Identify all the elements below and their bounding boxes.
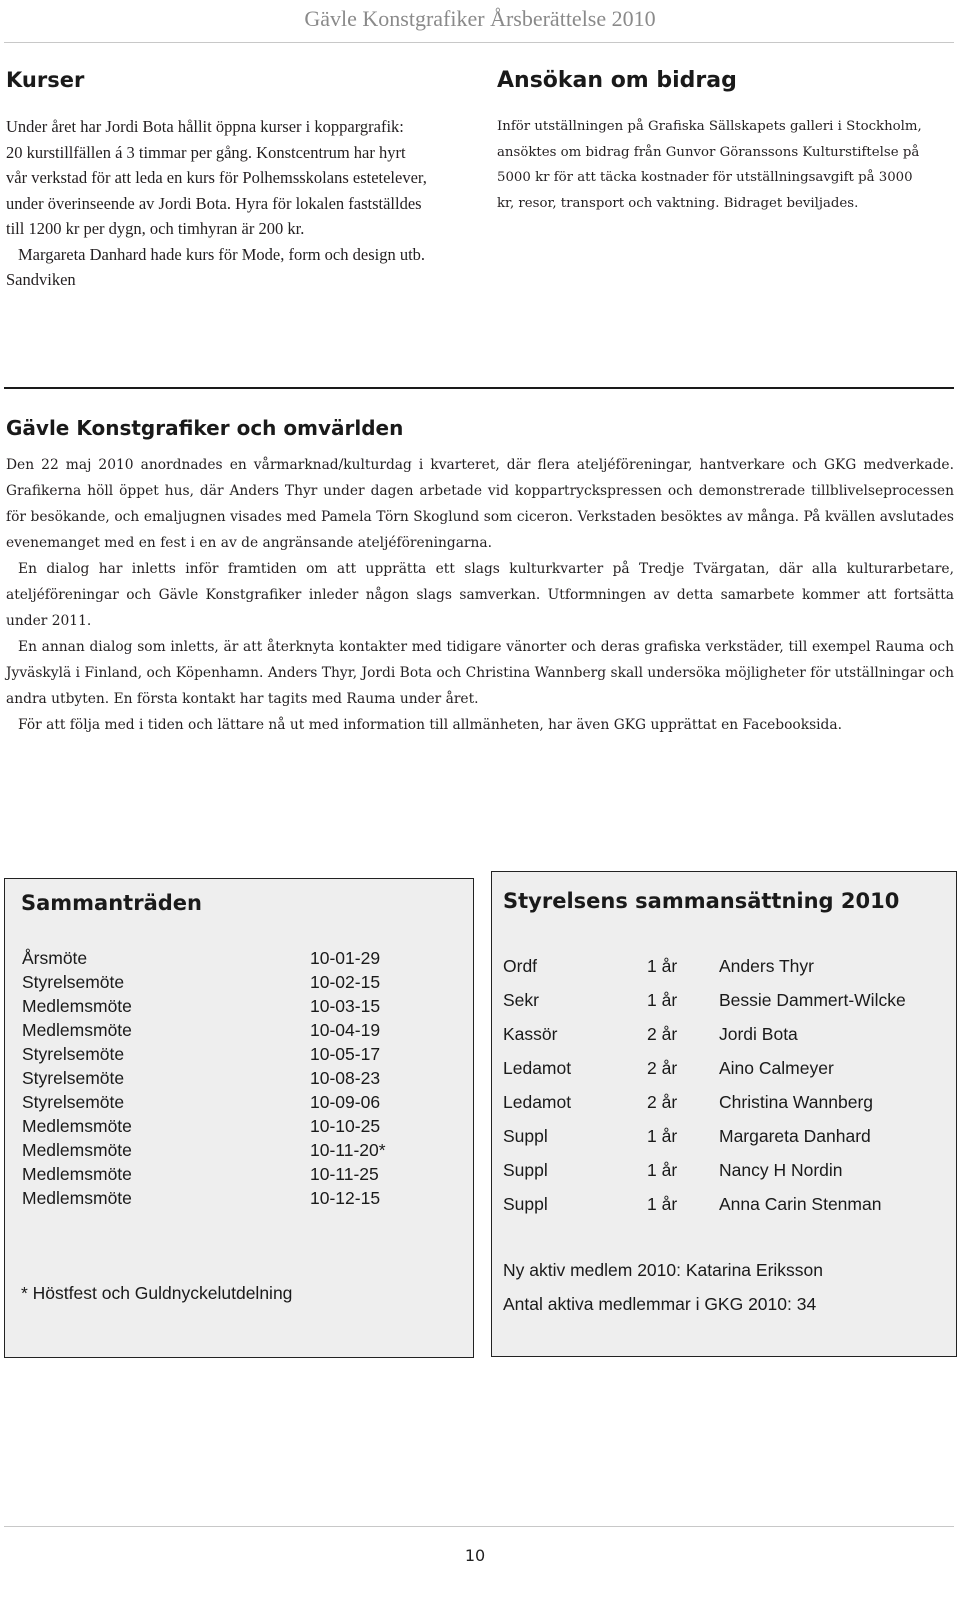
meeting-name: Medlemsmöte <box>22 1116 132 1136</box>
section-divider <box>4 387 954 389</box>
meeting-date: 10-04-19 <box>310 1020 381 1040</box>
board-role: Ledamot <box>503 1092 572 1112</box>
styrelse-heading: Styrelsens sammansättning 2010 <box>503 889 900 913</box>
board-name: Nancy H Nordin <box>719 1160 843 1180</box>
meeting-name: Styrelsemöte <box>22 1044 125 1064</box>
meeting-date: 10-11-25 <box>310 1164 379 1184</box>
kurser-heading: Kurser <box>6 68 85 92</box>
ansokan-line: Inför utställningen på Grafiska Sällskapets galleri i Stockholm, <box>497 119 922 134</box>
kurser-line: Sandviken <box>6 270 76 289</box>
board-term: 1 år <box>647 956 678 976</box>
meeting-name: Styrelsemöte <box>22 1068 125 1088</box>
page-header-title: Gävle Konstgrafiker Årsberättelse 2010 <box>304 6 656 31</box>
meeting-date: 10-02-15 <box>310 972 381 992</box>
kurser-line: vår verkstad för att leda en kurs för Polhemsskolans estetelever, <box>6 168 427 187</box>
ansokan-line: kr, resor, transport och vaktning. Bidraget beviljades. <box>497 195 859 211</box>
board-role: Suppl <box>503 1160 548 1180</box>
meeting-date: 10-11-20* <box>310 1140 386 1160</box>
meeting-name: Medlemsmöte <box>22 996 132 1016</box>
kurser-line: under överinseende av Jordi Bota. Hyra för lokalen fastställdes <box>6 193 422 213</box>
board-term: 1 år <box>647 990 678 1010</box>
board-term: 1 år <box>647 1126 678 1146</box>
ansokan-line: 5000 kr för att täcka kostnader för utställningsavgift på 3000 <box>497 170 913 185</box>
header-divider <box>4 42 954 43</box>
board-term: 1 år <box>647 1160 678 1180</box>
meeting-date: 10-10-25 <box>310 1116 381 1136</box>
meeting-date: 10-08-23 <box>310 1068 381 1088</box>
styrelse-box <box>491 871 957 1357</box>
omvarlden-paragraph: En annan dialog som inletts, är att återknyta kontakter med tidigare vänorter och deras grafiska verkstäder, till exempel Rauma och Jyväskylä i Finland, och Köpenhamn. Anders Thyr, Jordi Bota och Christina Wannberg skall undersöka möjligheter för utställningar och andra utbyten. En första kontakt har tagits med Rauma under året. <box>6 639 954 707</box>
board-name: Anna Carin Stenman <box>719 1194 882 1214</box>
sammantraden-heading: Sammanträden <box>21 891 202 915</box>
kurser-line: Under året har Jordi Bota hållit öppna kurser i koppargrafik: <box>6 117 404 136</box>
omvarlden-section <box>6 416 954 738</box>
kurser-line: 20 kurstillfällen á 3 timmar per gång. Konstcentrum har hyrt <box>6 142 406 162</box>
meeting-name: Medlemsmöte <box>22 1188 132 1208</box>
meeting-date: 10-05-17 <box>310 1044 381 1064</box>
kurser-line: till 1200 kr per dygn, och timhyran är 200 kr. <box>6 219 305 238</box>
board-role: Sekr <box>503 990 539 1010</box>
board-role: Ledamot <box>503 1058 572 1078</box>
meeting-name: Styrelsemöte <box>22 1092 125 1112</box>
board-role: Suppl <box>503 1126 548 1146</box>
meeting-date: 10-09-06 <box>310 1092 381 1112</box>
meeting-name: Medlemsmöte <box>22 1140 132 1160</box>
meeting-date: 10-12-15 <box>310 1188 381 1208</box>
meeting-footnote: * Höstfest och Guldnyckelutdelning <box>21 1283 293 1303</box>
board-name: Anders Thyr <box>719 956 814 976</box>
board-name: Jordi Bota <box>719 1024 798 1044</box>
meeting-name: Medlemsmöte <box>22 1164 132 1184</box>
sammantraden-box <box>4 878 474 1358</box>
meeting-name: Årsmöte <box>22 948 88 968</box>
footer-divider <box>4 1526 954 1527</box>
active-count-note: Antal aktiva medlemmar i GKG 2010: 34 <box>503 1294 817 1314</box>
meeting-name: Styrelsemöte <box>22 972 125 992</box>
kurser-line: Margareta Danhard hade kurs för Mode, form och design utb. <box>18 244 426 264</box>
ansokan-heading: Ansökan om bidrag <box>497 68 737 93</box>
board-name: Christina Wannberg <box>719 1092 874 1112</box>
meeting-name: Medlemsmöte <box>22 1020 132 1040</box>
omvarlden-paragraph: En dialog har inletts inför framtiden om att upprätta ett slags kulturkvarter på Tredje Tvärgatan, där alla kulturarbetare, ateljéföreningar och Gävle Konstgrafiker inleder någon slags samverkan. Utformningen av detta samarbete kommer att fortsätta under 2011. <box>6 561 954 629</box>
meeting-date: 10-03-15 <box>310 996 381 1016</box>
board-name: Bessie Dammert-Wilcke <box>719 990 906 1010</box>
ansokan-section <box>497 68 959 216</box>
page-number: 10 <box>464 1546 486 1565</box>
meeting-date: 10-01-29 <box>310 948 381 968</box>
omvarlden-paragraph: Den 22 maj 2010 anordnades en vårmarknad/kulturdag i kvarteret, där flera ateljéföreningar, hantverkare och GKG medverkade. Grafikerna höll öppet hus, där Anders Thyr under dagen arbetade vid koppartryckspressen och demonstrerade tillblivelseprocessen för besökande, och emaljugnen visades med Pamela Törn Skoglund som ciceron. Verkstaden besöktes av många. På kvällen avslutades evenemanget med en fest i en av de angränsande ateljéföreningarna. <box>6 457 954 551</box>
ansokan-line: ansöktes om bidrag från Gunvor Göranssons Kulturstiftelse på <box>497 144 920 160</box>
omvarlden-paragraph: För att följa med i tiden och lättare nå ut med information till allmänheten, har även GKG upprättat en Facebooksida. <box>18 717 842 733</box>
board-role: Suppl <box>503 1194 548 1214</box>
kurser-section <box>6 68 468 293</box>
new-member-note: Ny aktiv medlem 2010: Katarina Eriksson <box>503 1260 823 1280</box>
board-term: 2 år <box>647 1092 678 1112</box>
board-term: 1 år <box>647 1194 678 1214</box>
board-term: 2 år <box>647 1058 678 1078</box>
board-role: Kassör <box>503 1024 558 1044</box>
board-name: Aino Calmeyer <box>719 1058 834 1078</box>
board-name: Margareta Danhard <box>719 1126 871 1146</box>
board-role: Ordf <box>503 956 538 976</box>
omvarlden-heading: Gävle Konstgrafiker och omvärlden <box>6 416 404 440</box>
board-term: 2 år <box>647 1024 678 1044</box>
